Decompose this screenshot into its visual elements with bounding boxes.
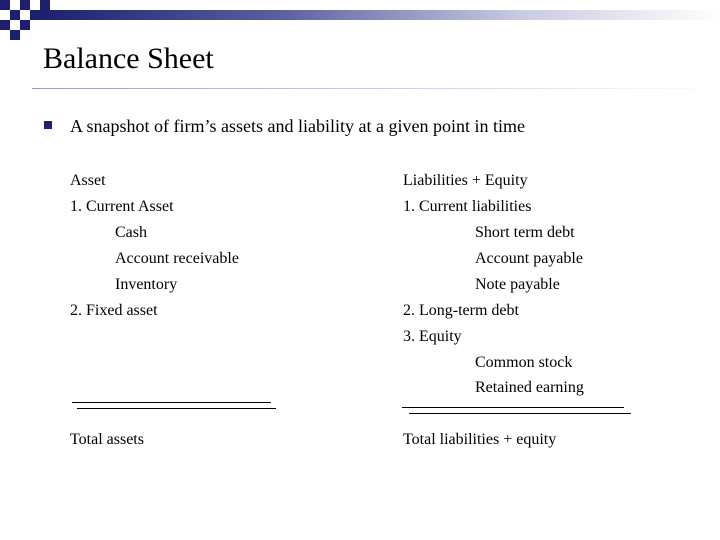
- equity-common-stock: Common stock: [475, 354, 573, 371]
- asset-heading: Asset: [70, 172, 106, 189]
- square-bullet-icon: [44, 121, 52, 129]
- asset-total: Total assets: [70, 431, 144, 448]
- liabilities-total: Total liabilities + equity: [403, 431, 557, 448]
- asset-total-rule-bottom: [77, 408, 276, 409]
- liabilities-current: 1. Current liabilities: [403, 198, 532, 215]
- equity-retained: Retained earning: [475, 379, 584, 396]
- header-gradient-bar: [40, 10, 720, 20]
- liabilities-note: Note payable: [475, 276, 560, 293]
- header-decoration: [0, 0, 60, 40]
- asset-receivable: Account receivable: [115, 250, 239, 267]
- asset-inventory: Inventory: [115, 276, 178, 293]
- asset-cash: Cash: [115, 224, 147, 241]
- liabilities-total-rule-top: [402, 407, 624, 408]
- bullet-text: A snapshot of firm’s assets and liability at a given point in time: [70, 116, 525, 136]
- liabilities-payable: Account payable: [475, 250, 583, 267]
- liabilities-total-rule-bottom: [409, 413, 631, 414]
- liabilities-long-term: 2. Long-term debt: [403, 302, 519, 319]
- title-underline: [32, 88, 720, 89]
- liabilities-heading: Liabilities + Equity: [403, 172, 528, 189]
- liabilities-short-term-debt: Short term debt: [475, 224, 575, 241]
- asset-fixed: 2. Fixed asset: [70, 302, 158, 319]
- equity-heading: 3. Equity: [403, 328, 462, 345]
- asset-current: 1. Current Asset: [70, 198, 174, 215]
- asset-total-rule-top: [72, 402, 271, 403]
- slide-title: Balance Sheet: [43, 42, 214, 75]
